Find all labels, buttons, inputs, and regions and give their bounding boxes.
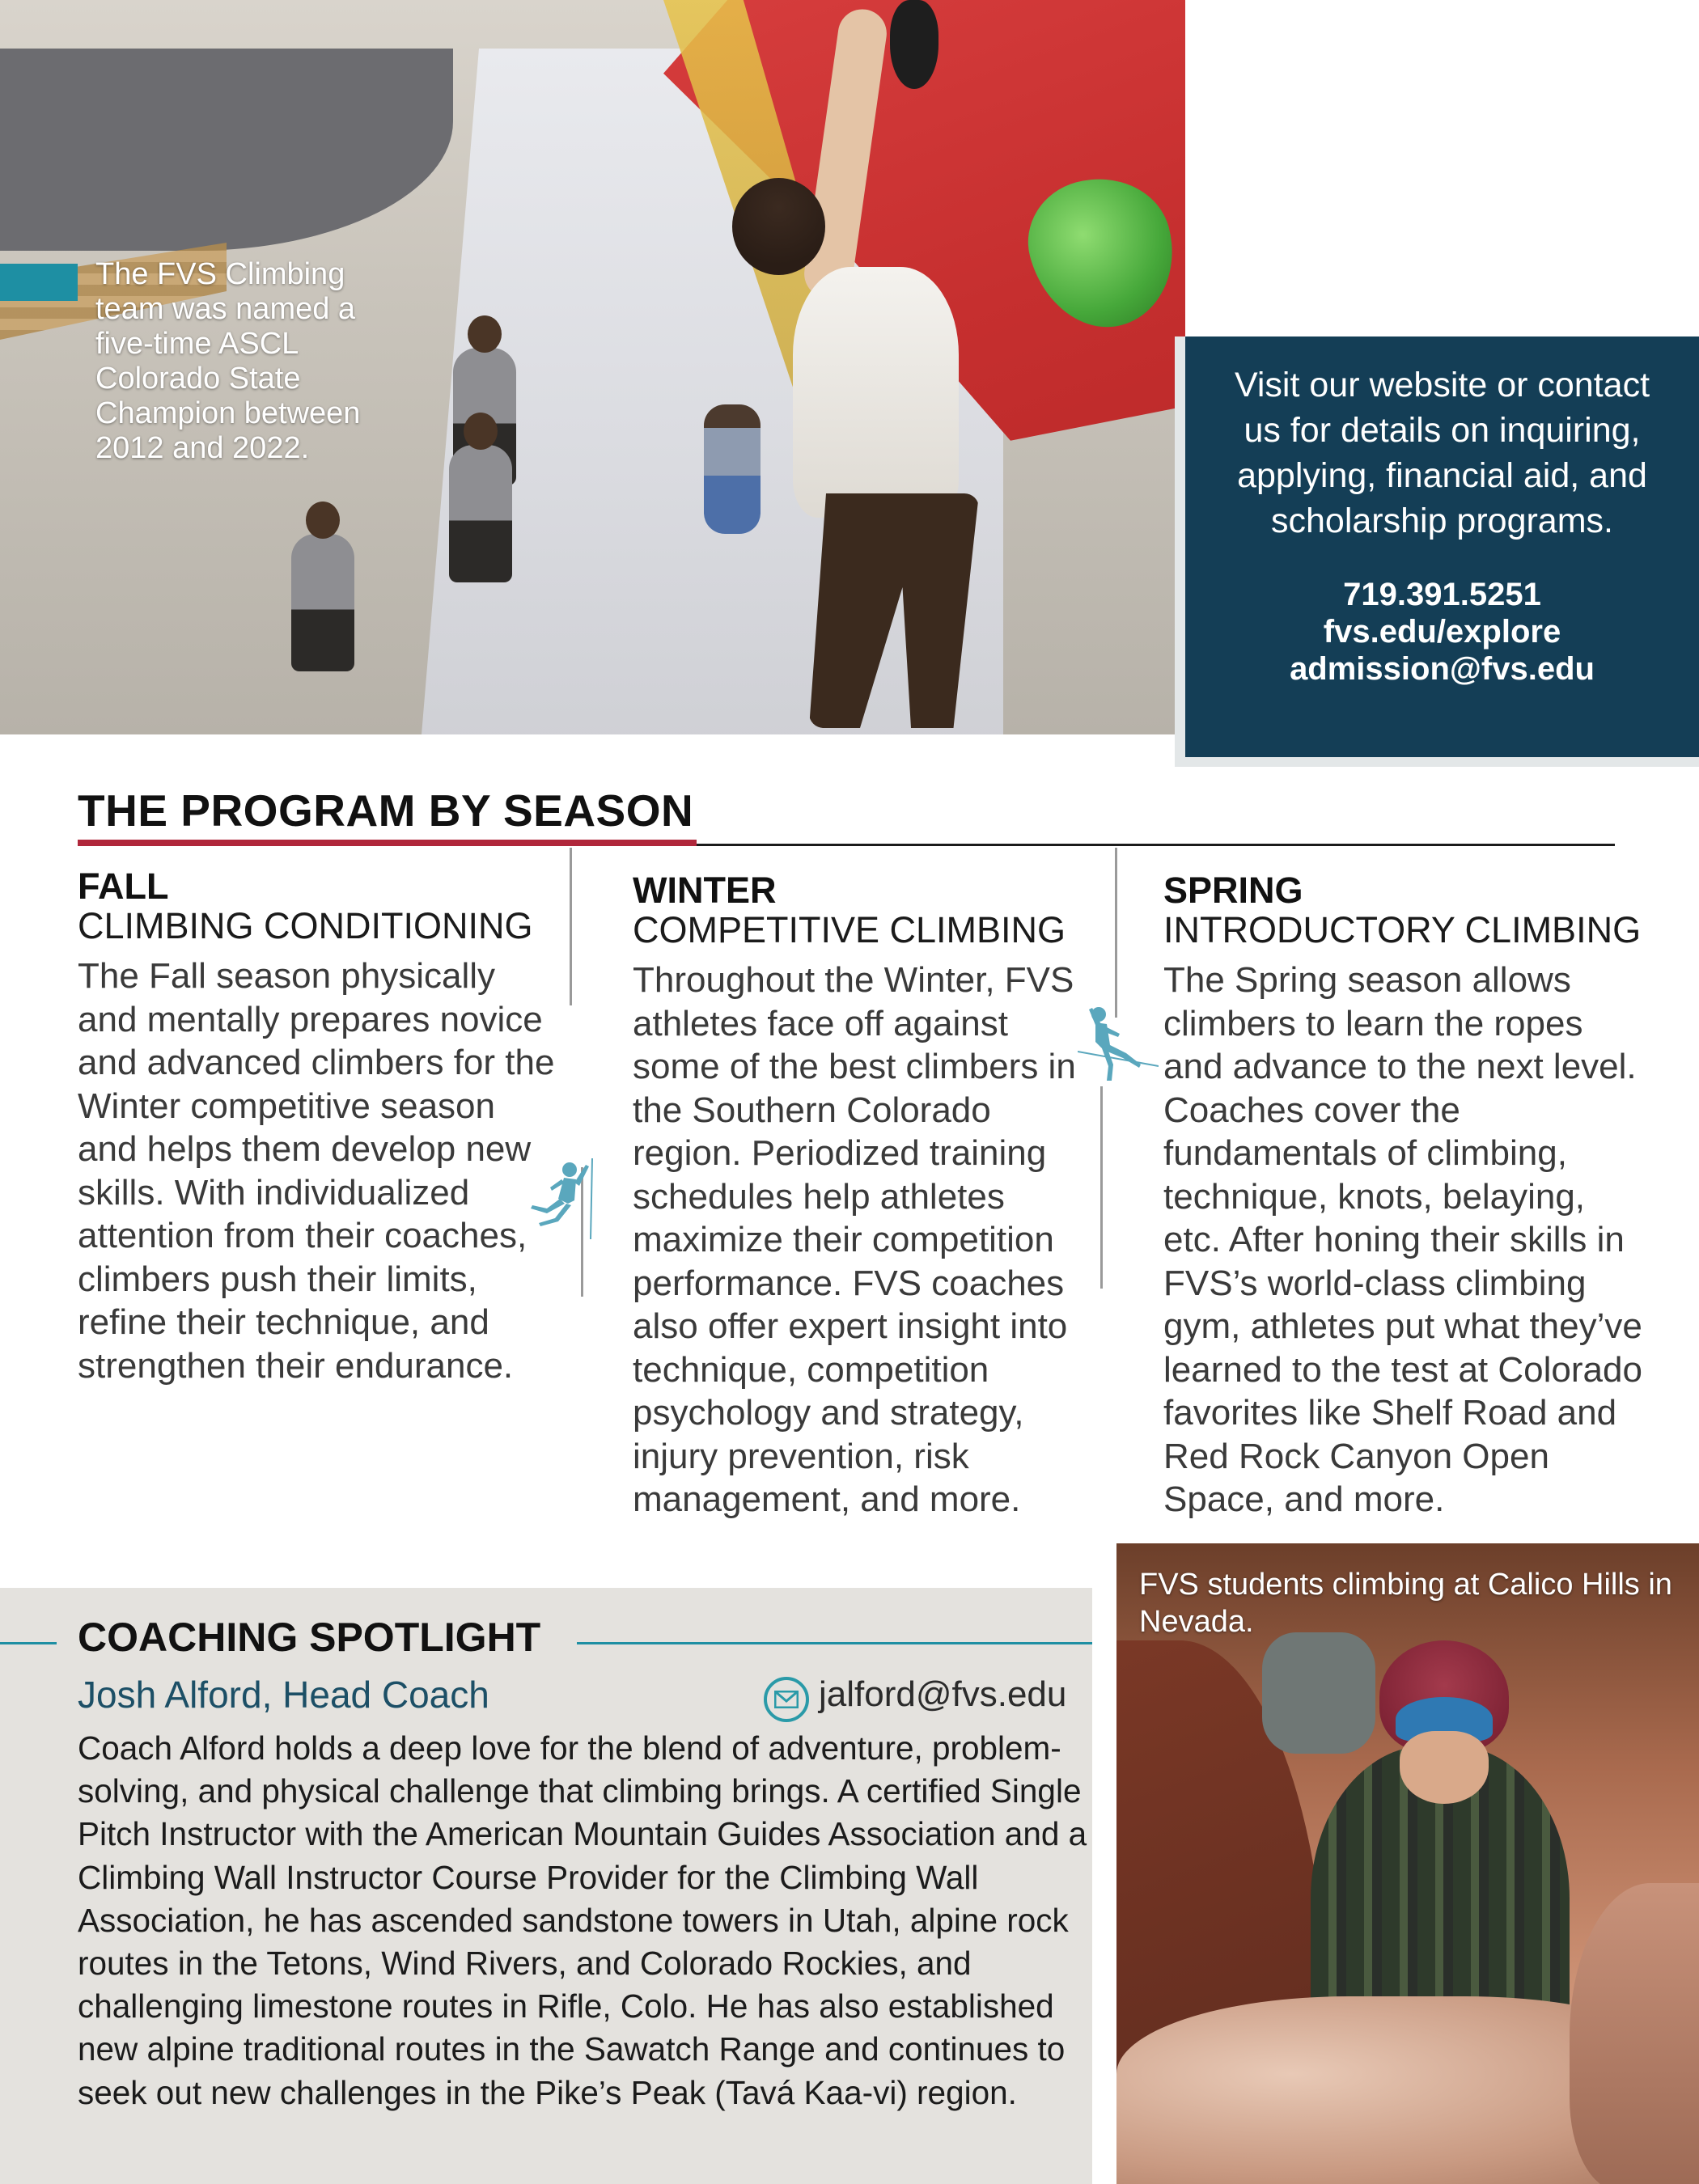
hero-caption: The FVS Climbing team was named a five-time ASCL Colorado State Champion between 2012 and 2022. [95,257,361,465]
title-underline-black [697,844,1615,846]
climbing-floor-mat [0,49,453,251]
coach-bio: Coach Alford holds a deep love for the blend of adventure, problem-solving, and physical challenge that climbing brings. A certified Single Pitch Instructor with the American Mountain Guides Association and a Climbing Wall Instructor Course Provider for the Climbing Wall Association, he has ascended sandstone towers in Utah, alpine rock routes in the Tetons, Wind Rivers, and Colorado Rockies, and challenging limestone routes in Rifle, Colo. He has also established new alpine traditional routes in the Sawatch Range and continues to seek out new challenges in the Pike’s Peak (Tavá Kaa-vi) region. [78,1729,1087,2111]
contact-phone[interactable]: 719.391.5251 [1343,577,1541,612]
season-description: Throughout the Winter, FVS athletes face off against some of the best climbers in the Southern Colorado region. Periodized training schedules help athletes maximize their competition performance. FVS coaches also offer expert insight into technique, competition psychology and strategy, injury prevention, risk management, and more. [633,960,1076,1519]
caption-accent-bar [0,264,78,301]
contact-website[interactable]: fvs.edu/explore [1323,614,1561,650]
season-program-name: CLIMBING CONDITIONING [78,905,533,946]
contact-details [1185,576,1699,688]
contact-email[interactable]: admission@fvs.edu [1290,651,1595,687]
coach-name: Josh Alford, Head Coach [78,1674,489,1716]
season-description: The Fall season physically and mentally prepares novice and advanced climbers for the Winter competitive season and helps them develop new skills. With individualized attention from their coaches, climbers push their limits, refine their technique, and strengthen their endurance. [78,956,555,1386]
season-column-fall [78,867,555,1387]
climber-torso [793,267,959,518]
column-divider [1115,848,1117,1018]
envelope-icon [764,1677,809,1722]
column-divider [570,848,572,1005]
season-column-spring [1163,871,1649,1522]
contact-box [1185,336,1699,757]
teammate [291,534,354,671]
season-column-winter [633,871,1102,1522]
season-description: The Spring season allows climbers to learn the ropes and advance to the next level. Coaches cover the fundamentals of climbing, technique, knots, belaying, etc. After honing their skills in FVS’s world-class climbing gym, athletes put what they’ve learned to the test at Colorado favorites like Shelf Road and Red Rock Canyon Open Space, and more. [1163,960,1642,1519]
climber-face [1400,1731,1489,1804]
photo-caption: FVS students climbing at Calico Hills in Nevada. [1139,1568,1672,1639]
season-label: SPRING [1163,870,1303,911]
season-label: WINTER [633,870,777,911]
spotlight-rule [577,1642,1092,1644]
climber-head [732,178,825,275]
coach-email-link[interactable]: jalford@fvs.edu [819,1674,1067,1714]
rock-outcrop [1570,1883,1699,2184]
teammate [449,445,512,582]
contact-intro: Visit our website or contact us for details on inquiring, applying, financial aid, and scholarship programs. [1234,366,1650,540]
season-program-name: COMPETITIVE CLIMBING [633,909,1066,950]
season-label: FALL [78,866,169,907]
spotlight-title: COACHING SPOTLIGHT [78,1615,541,1660]
backpack [1262,1632,1375,1754]
black-hold [890,0,938,89]
title-underline-red [78,840,697,846]
spotlight-rule [0,1642,57,1644]
section-title: THE PROGRAM BY SEASON [78,785,694,836]
season-program-name: INTRODUCTORY CLIMBING [1163,909,1642,950]
resting-climber [704,404,761,534]
